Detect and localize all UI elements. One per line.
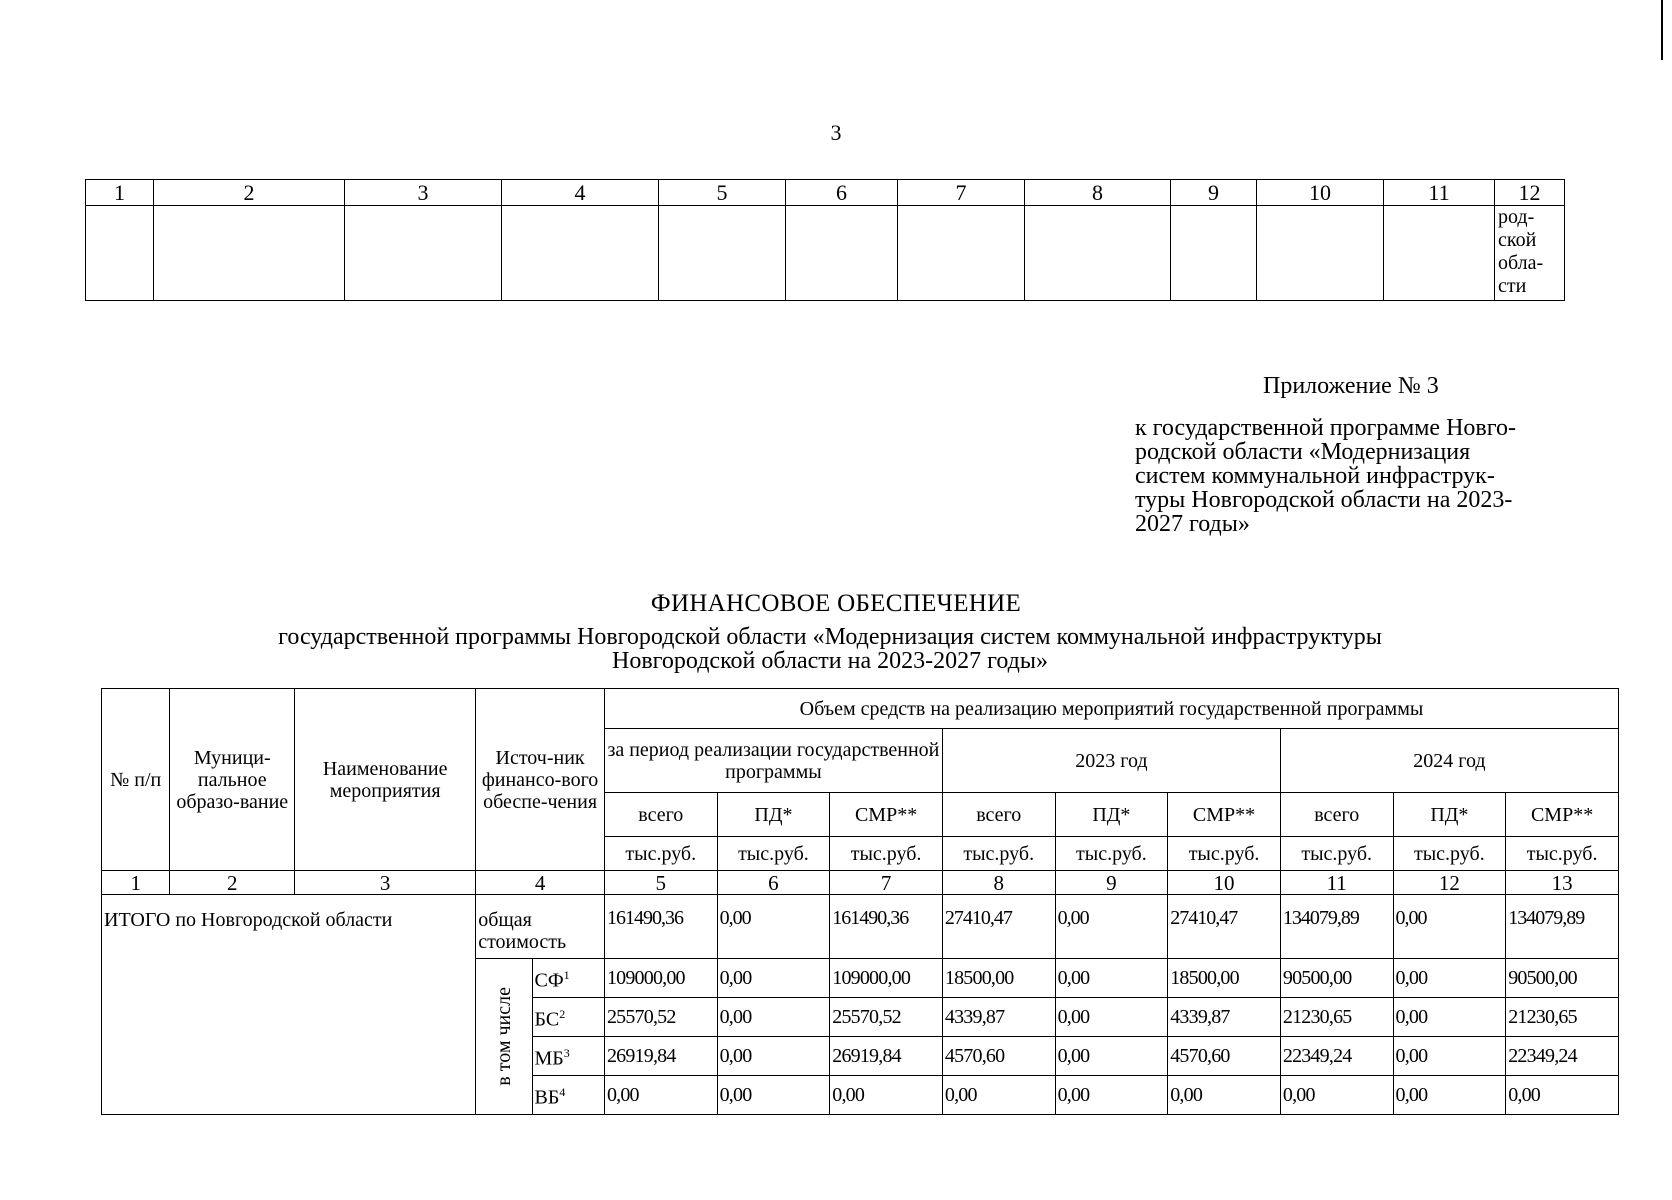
appendix-line: систем коммунальной инфраструк- <box>1135 463 1495 489</box>
header-period: за период реализации государственной программы <box>604 729 942 793</box>
column-number: 7 <box>830 871 943 895</box>
value-cell: 0,00 <box>1055 959 1168 998</box>
value-cell: 0,00 <box>1055 895 1168 959</box>
unit-cell: тыс.руб. <box>1393 837 1506 871</box>
sub-pd: ПД* <box>1393 793 1506 837</box>
column-number: 9 <box>1055 871 1168 895</box>
column-number: 5 <box>604 871 717 895</box>
column-number: 10 <box>1168 871 1281 895</box>
source-code-cell <box>532 959 604 998</box>
header-cell: 9 <box>1171 180 1257 206</box>
unit-cell: тыс.руб. <box>1168 837 1281 871</box>
column-number: 6 <box>717 871 830 895</box>
footnote-mark: 3 <box>563 1046 570 1061</box>
sub-pd: ПД* <box>1055 793 1168 837</box>
value-cell: 25570,52 <box>604 998 717 1037</box>
source-code: СФ <box>534 969 564 992</box>
value-cell: 90500,00 <box>1280 959 1393 998</box>
value-cell: 0,00 <box>1393 1076 1506 1115</box>
value-cell: 26919,84 <box>830 1037 943 1076</box>
header-num: № п/п <box>102 689 170 871</box>
empty-cell <box>1025 206 1171 301</box>
header-row-1 <box>102 689 1619 729</box>
column-number: 11 <box>1280 871 1393 895</box>
value-cell: 25570,52 <box>830 998 943 1037</box>
value-cell: 0,00 <box>717 998 830 1037</box>
continued-text-line: обла- <box>1498 252 1544 274</box>
footnote-mark: 4 <box>559 1085 566 1100</box>
empty-cell <box>1257 206 1384 301</box>
column-number: 8 <box>942 871 1055 895</box>
including-label-cell <box>476 959 532 1115</box>
unit-cell: тыс.руб. <box>1280 837 1393 871</box>
empty-cell <box>86 206 154 301</box>
value-cell: 0,00 <box>717 959 830 998</box>
column-number: 2 <box>170 871 295 895</box>
unit-cell: тыс.руб. <box>717 837 830 871</box>
sub-total: всего <box>942 793 1055 837</box>
value-cell: 0,00 <box>1506 1076 1619 1115</box>
financing-table <box>101 688 1619 1115</box>
header-cell: 4 <box>502 180 659 206</box>
value-cell: 4339,87 <box>942 998 1055 1037</box>
source-code: МБ <box>534 1047 564 1070</box>
total-label: ИТОГО по Новгородской области <box>102 895 476 1115</box>
header-cell: 8 <box>1025 180 1171 206</box>
value-cell: 90500,00 <box>1506 959 1619 998</box>
source-code-cell <box>532 1037 604 1076</box>
header-cell: 10 <box>1257 180 1384 206</box>
value-cell: 22349,24 <box>1280 1037 1393 1076</box>
unit-cell: тыс.руб. <box>942 837 1055 871</box>
total-source: общая стоимость <box>476 895 605 959</box>
document-title: ФИНАНСОВОЕ ОБЕСПЕЧЕНИЕ <box>650 590 1022 617</box>
sub-total: всего <box>1280 793 1393 837</box>
empty-cell <box>1384 206 1495 301</box>
header-funding-source: Источ-ник финансо-вого обеспе-чения <box>476 689 605 871</box>
appendix-line: 2027 годы» <box>1135 511 1250 537</box>
column-number-row <box>102 871 1619 895</box>
value-cell: 161490,36 <box>830 895 943 959</box>
source-code-cell <box>532 1076 604 1115</box>
empty-cell <box>502 206 659 301</box>
appendix-line: родской области «Модернизация <box>1135 439 1471 465</box>
value-cell: 26919,84 <box>604 1037 717 1076</box>
value-cell: 27410,47 <box>942 895 1055 959</box>
continued-text-line: сти <box>1498 275 1527 297</box>
value-cell: 161490,36 <box>604 895 717 959</box>
appendix-block <box>1135 372 1585 536</box>
value-cell: 0,00 <box>1055 998 1168 1037</box>
header-cell: 6 <box>786 180 898 206</box>
value-cell: 0,00 <box>942 1076 1055 1115</box>
value-cell: 0,00 <box>717 895 830 959</box>
value-cell: 134079,89 <box>1280 895 1393 959</box>
sub-smr: СМР** <box>1506 793 1619 837</box>
header-cell: 7 <box>898 180 1025 206</box>
value-cell: 4570,60 <box>1168 1037 1281 1076</box>
sub-total: всего <box>604 793 717 837</box>
value-cell: 21230,65 <box>1280 998 1393 1037</box>
footnote-mark: 2 <box>559 1007 566 1022</box>
value-cell: 0,00 <box>1393 998 1506 1037</box>
source-code-cell <box>532 998 604 1037</box>
value-cell: 0,00 <box>1393 1037 1506 1076</box>
empty-cell <box>786 206 898 301</box>
value-cell: 18500,00 <box>942 959 1055 998</box>
appendix-line: к государственной программе Новго- <box>1135 415 1516 441</box>
column-number: 12 <box>1393 871 1506 895</box>
header-cell: 12 <box>1495 180 1565 206</box>
value-cell: 134079,89 <box>1506 895 1619 959</box>
value-cell: 0,00 <box>1055 1037 1168 1076</box>
header-cell: 3 <box>345 180 502 206</box>
value-cell: 0,00 <box>1280 1076 1393 1115</box>
value-cell: 109000,00 <box>830 959 943 998</box>
document-subtitle <box>120 625 1540 673</box>
footnote-mark: 1 <box>563 968 570 983</box>
unit-cell: тыс.руб. <box>1055 837 1168 871</box>
empty-cell <box>1171 206 1257 301</box>
value-cell: 4570,60 <box>942 1037 1055 1076</box>
total-row <box>102 895 1619 959</box>
empty-cell <box>898 206 1025 301</box>
empty-cell <box>154 206 345 301</box>
unit-cell: тыс.руб. <box>604 837 717 871</box>
page-number: 3 <box>830 120 842 145</box>
column-number: 13 <box>1506 871 1619 895</box>
value-cell: 0,00 <box>604 1076 717 1115</box>
column-number: 3 <box>295 871 476 895</box>
continuation-header-row <box>86 180 1565 206</box>
header-year-2023: 2023 год <box>942 729 1280 793</box>
header-activity-name: Наименование мероприятия <box>295 689 476 871</box>
value-cell: 0,00 <box>1168 1076 1281 1115</box>
header-volume: Объем средств на реализацию мероприятий государственной программы <box>604 689 1618 729</box>
sub-pd: ПД* <box>717 793 830 837</box>
appendix-line: туры Новгородской области на 2023- <box>1135 487 1513 513</box>
value-cell: 0,00 <box>717 1076 830 1115</box>
document-subtitle-line: государственной программы Новгородской области «Модернизация систем коммунальной инфраструктуры <box>278 624 1382 650</box>
continuation-body-row <box>86 206 1565 301</box>
source-code: ВБ <box>534 1086 560 1109</box>
continuation-table <box>85 179 1565 301</box>
continued-text-cell <box>1495 206 1565 301</box>
header-cell: 5 <box>659 180 786 206</box>
unit-cell: тыс.руб. <box>1506 837 1619 871</box>
value-cell: 0,00 <box>1393 959 1506 998</box>
header-cell: 1 <box>86 180 154 206</box>
value-cell: 22349,24 <box>1506 1037 1619 1076</box>
header-cell: 2 <box>154 180 345 206</box>
column-number: 4 <box>476 871 605 895</box>
value-cell: 109000,00 <box>604 959 717 998</box>
header-year-2024: 2024 год <box>1280 729 1618 793</box>
value-cell: 0,00 <box>1055 1076 1168 1115</box>
unit-cell: тыс.руб. <box>830 837 943 871</box>
appendix-subtitle <box>1135 416 1585 536</box>
header-cell: 11 <box>1384 180 1495 206</box>
value-cell: 4339,87 <box>1168 998 1281 1037</box>
value-cell: 27410,47 <box>1168 895 1281 959</box>
sub-smr: СМР** <box>830 793 943 837</box>
document-subtitle-line: Новгородской области на 2023-2027 годы» <box>612 648 1048 674</box>
including-label: в том числе <box>492 987 515 1086</box>
continued-text-line: род- <box>1498 206 1535 228</box>
value-cell: 0,00 <box>717 1037 830 1076</box>
empty-cell <box>345 206 502 301</box>
continued-text-line: ской <box>1498 229 1537 251</box>
sub-smr: СМР** <box>1168 793 1281 837</box>
appendix-title: Приложение № 3 <box>1263 373 1439 399</box>
value-cell: 0,00 <box>1393 895 1506 959</box>
column-number: 1 <box>102 871 170 895</box>
empty-cell <box>659 206 786 301</box>
source-code: БС <box>534 1008 560 1031</box>
value-cell: 18500,00 <box>1168 959 1281 998</box>
header-municipality: Муници-пальное образо-вание <box>170 689 295 871</box>
value-cell: 0,00 <box>830 1076 943 1115</box>
page-edge-line <box>1661 0 1663 60</box>
value-cell: 21230,65 <box>1506 998 1619 1037</box>
